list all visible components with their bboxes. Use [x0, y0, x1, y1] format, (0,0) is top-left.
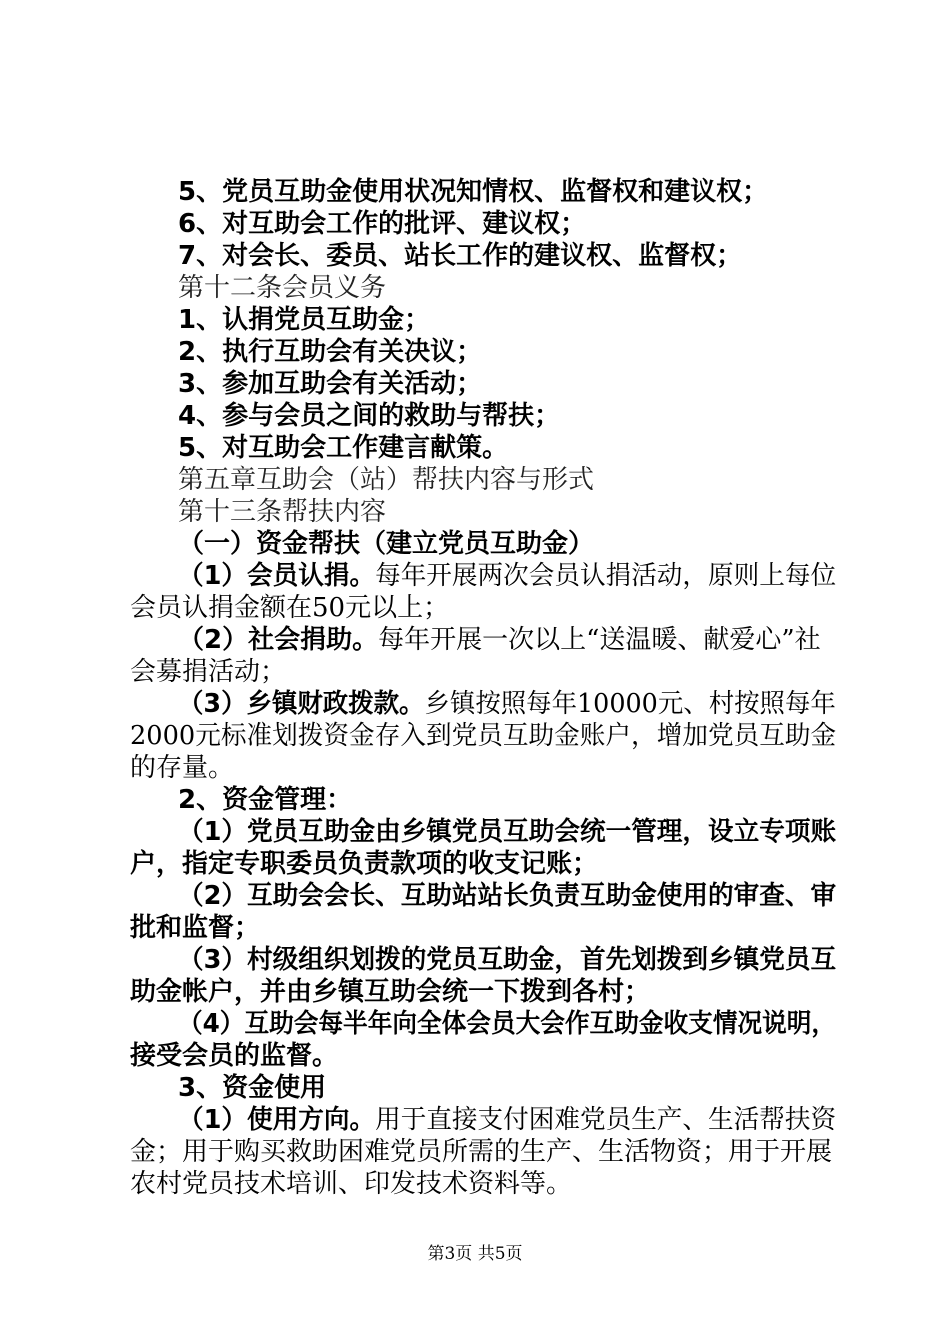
- inline-bold: （1）使用方向。: [178, 1105, 376, 1135]
- text-line: 6、对互助会工作的批评、建议权；: [178, 209, 587, 239]
- text-line: 会员认捐金额在50元以上；: [130, 593, 450, 623]
- text-line: 农村党员技术培训、印发技术资料等。: [130, 1169, 573, 1199]
- text-line: （1）党员互助金由乡镇党员互助会统一管理，设立专项账: [178, 817, 837, 847]
- text-line: [178, 688, 836, 720]
- text-line: （一）资金帮扶（建立党员互助金）: [178, 529, 595, 559]
- text-line: 3、资金使用: [178, 1073, 327, 1103]
- text-line: [178, 624, 821, 656]
- inline-text: 每年开展两次会员认捐活动，原则上每位: [375, 561, 837, 591]
- text-line: 5、对互助会工作建言献策。: [178, 433, 509, 463]
- page-number: 第3页 共5页: [427, 1244, 523, 1264]
- text-line: 5、党员互助金使用状况知情权、监督权和建议权；: [178, 177, 769, 207]
- inline-text: 乡镇按照每年10000元、村按照每年: [424, 689, 836, 719]
- text-line: [178, 1104, 836, 1136]
- text-line: （3）村级组织划拨的党员互助金，首先划拨到乡镇党员互: [178, 945, 837, 975]
- inline-text: 用于直接支付困难党员生产、生活帮扶资: [375, 1105, 837, 1135]
- section-heading: 第十三条帮扶内容: [178, 497, 387, 527]
- text-line: [178, 560, 836, 592]
- text-line: 助金帐户，并由乡镇互助会统一下拨到各村；: [130, 977, 651, 1007]
- inline-bold: （2）社会捐助。: [178, 625, 379, 655]
- text-line: 的存量。: [130, 753, 235, 783]
- text-line: 1、认捐党员互助金；: [178, 305, 431, 335]
- text-line: 7、对会长、委员、站长工作的建议权、监督权；: [178, 241, 743, 271]
- section-heading: 第十二条会员义务: [178, 273, 387, 303]
- text-line: 3、参加互助会有关活动；: [178, 369, 483, 399]
- text-line: 金；用于购买救助困难党员所需的生产、生活物资；用于开展: [130, 1137, 833, 1167]
- inline-bold: （3）乡镇财政拨款。: [178, 689, 425, 719]
- chapter-heading: 第五章互助会（站）帮扶内容与形式: [178, 465, 595, 495]
- text-line: 2、执行互助会有关决议；: [178, 337, 483, 367]
- text-line: 2000元标准划拨资金存入到党员互助金账户，增加党员互助金: [130, 721, 837, 751]
- text-line: （2）互助会会长、互助站站长负责互助金使用的审查、审: [178, 881, 837, 911]
- text-line: （4）互助会每半年向全体会员大会作互助金收支情况说明，: [178, 1009, 837, 1039]
- text-line: 2、资金管理：: [178, 785, 353, 815]
- inline-bold: （1）会员认捐。: [178, 561, 376, 591]
- text-line: 户，指定专职委员负责款项的收支记账；: [130, 849, 599, 879]
- text-line: 会募捐活动；: [130, 657, 287, 687]
- inline-text: 每年开展一次以上“送温暖、献爱心”社: [378, 625, 821, 655]
- text-line: 接受会员的监督。: [130, 1041, 339, 1071]
- text-line: 4、参与会员之间的救助与帮扶；: [178, 401, 561, 431]
- text-line: 批和监督；: [130, 913, 261, 943]
